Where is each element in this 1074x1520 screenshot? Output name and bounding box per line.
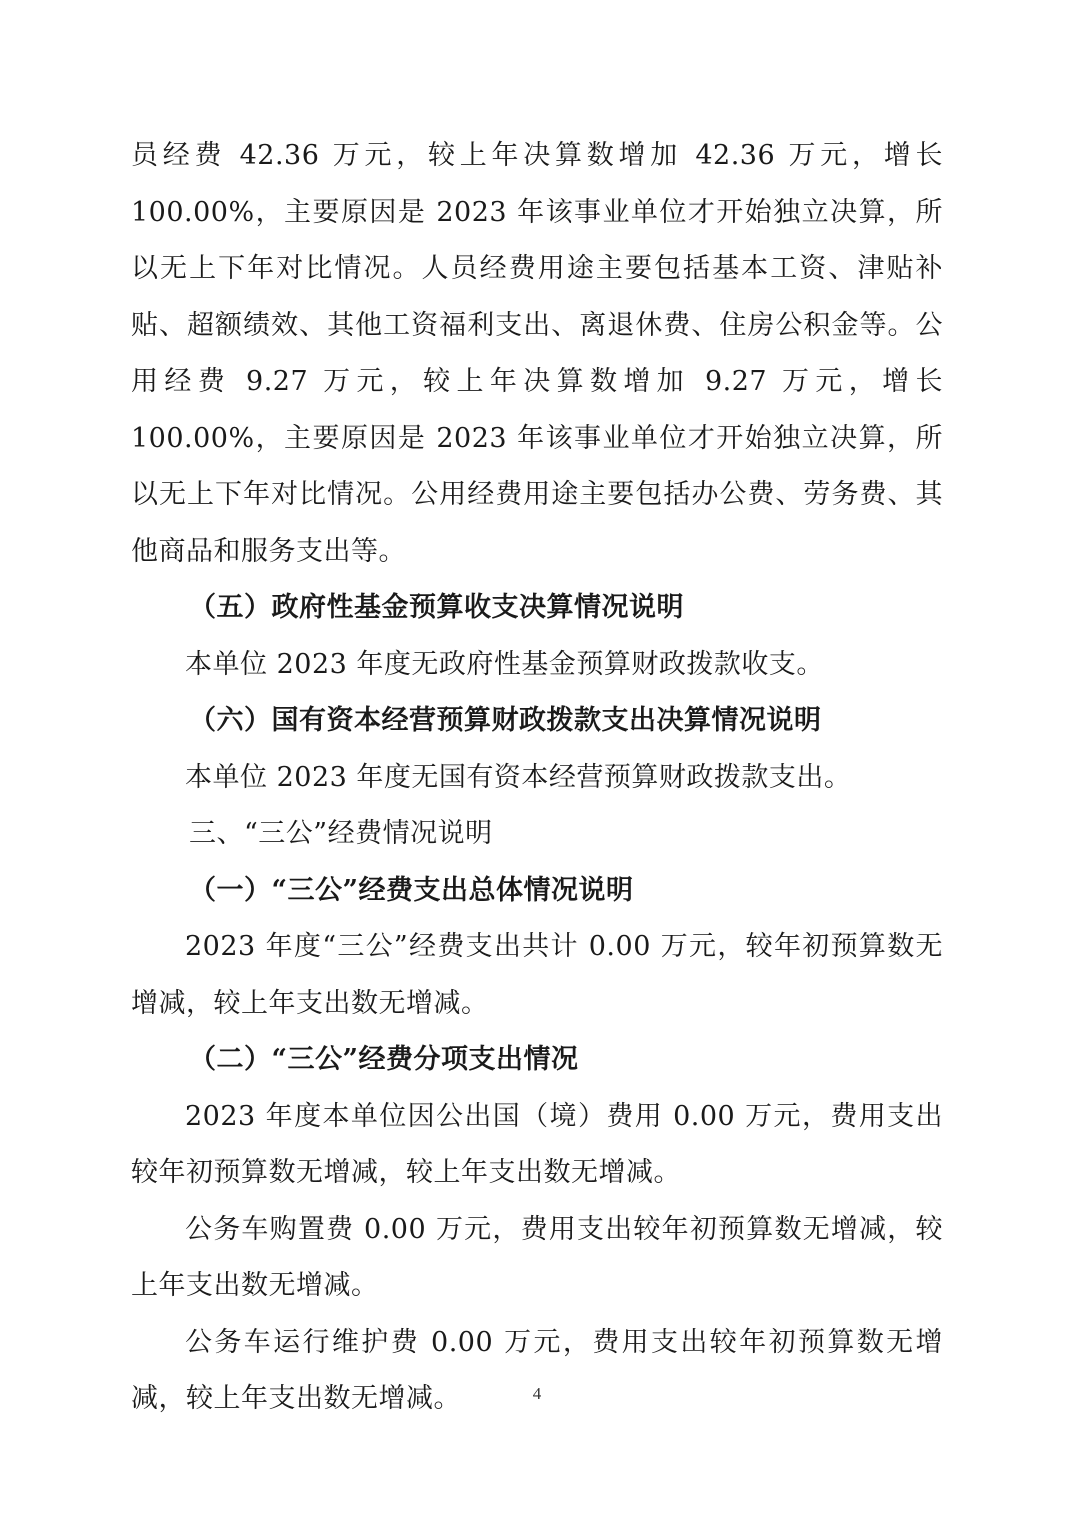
paragraph-personnel-public-expenses: 员经费 42.36 万元，较上年决算数增加 42.36 万元，增长 100.00%，主要原因是 2023 年该事业单位才开始独立决算，所以无上下年对比情况。人员经费用途主要包括基本工资、津贴补贴、超额绩效、其他工资福利支出、离退休费、住房公积金等。公用经费 9.27 万元，较上年决算数增加 9.27 万元，增长 100.00%，主要原因是 2023 年该事业单位才开始独立决算，所以无上下年对比情况。公用经费用途主要包括办公费、劳务费、其他商品和服务支出等。 [131, 140, 943, 567]
paragraph-overseas-travel: 2023 年度本单位因公出国（境）费用 0.00 万元，费用支出较年初预算数无增减，较上年支出数无增减。 [131, 1100, 943, 1188]
paragraph-three-public-overall: 2023 年度“三公”经费支出共计 0.00 万元，较年初预算数无增减，较上年支出数无增减。 [131, 931, 943, 1019]
paragraph-government-fund-budget: 本单位 2023 年度无政府性基金预算财政拨款收支。 [185, 648, 824, 680]
paragraph-vehicle-operation: 公务车运行维护费 0.00 万元，费用支出较年初预算数无增减，较上年支出数无增减。 [131, 1326, 943, 1414]
paragraph-state-capital-budget: 本单位 2023 年度无国有资本经营预算财政拨款支出。 [185, 761, 852, 793]
heading-three-public-expenses: 三、“三公”经费情况说明 [189, 818, 493, 849]
heading-government-fund-budget: （五）政府性基金预算收支决算情况说明 [189, 592, 684, 623]
heading-three-public-itemized: （二）“三公”经费分项支出情况 [189, 1044, 579, 1075]
page-number: 4 [532, 1384, 542, 1403]
heading-state-capital-budget: （六）国有资本经营预算财政拨款支出决算情况说明 [189, 705, 822, 736]
document-body [131, 128, 943, 1428]
heading-three-public-overall: （一）“三公”经费支出总体情况说明 [189, 874, 634, 906]
paragraph-vehicle-purchase: 公务车购置费 0.00 万元，费用支出较年初预算数无增减，较上年支出数无增减。 [131, 1213, 943, 1301]
